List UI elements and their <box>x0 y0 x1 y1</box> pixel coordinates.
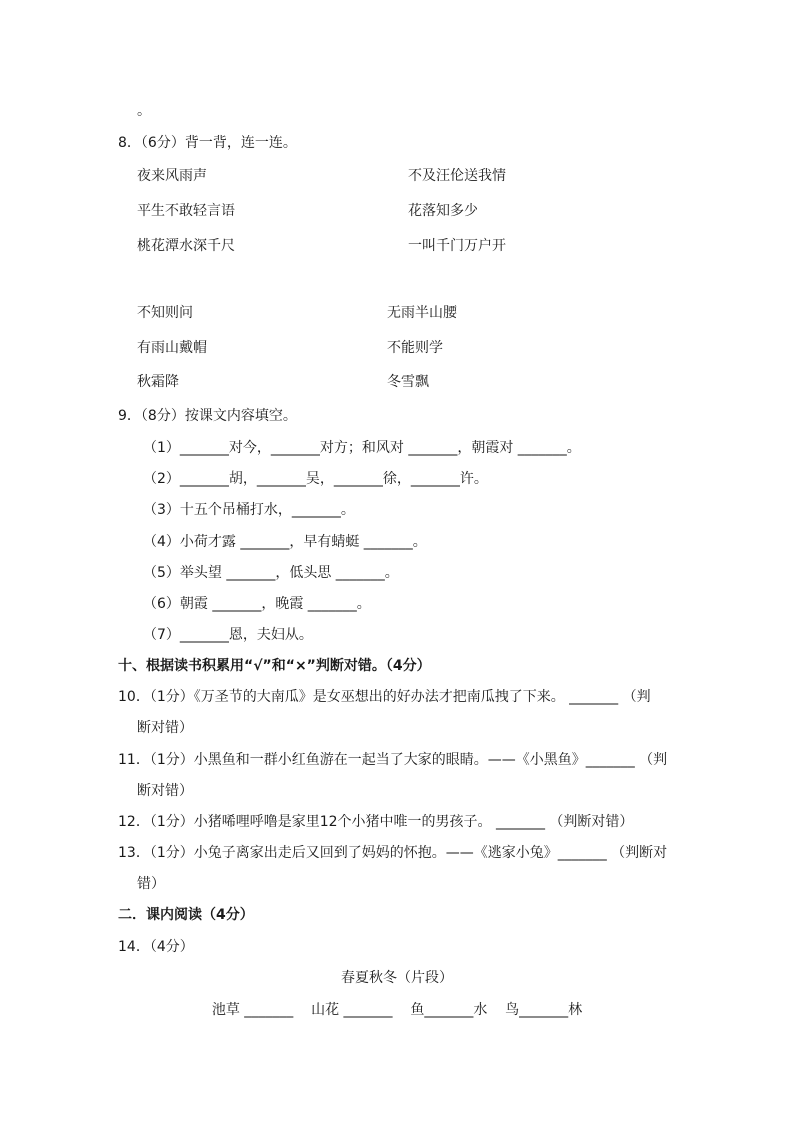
question-12-line: 12．（1分）小猪唏哩呼噜是家里12个小猪中唯一的男孩子。 _______ （判断对错） <box>118 814 634 830</box>
question-8-stem: 8．（6分）背一背，连一连。 <box>118 135 297 151</box>
q8-left-item: 不知则问 <box>137 305 193 321</box>
q8-right-item: 不能则学 <box>387 340 443 356</box>
question-10-line: 10．（1分）《万圣节的大南瓜》是女巫想出的好办法才把南瓜拽了下来。 _______ （判 <box>118 689 651 705</box>
q8-left-item: 平生不敢轻言语 <box>137 203 235 219</box>
q9-fill-item: （1）_______对今，_______对方；和风对 _______，朝霞对 _______。 <box>143 440 581 456</box>
q8-right-item: 无雨半山腰 <box>387 305 457 321</box>
question-13-line: 错） <box>137 876 165 892</box>
q14-fill-line: 池草 _______ 山花 _______ 鱼_______水 鸟_______林 <box>211 1002 583 1018</box>
section-10-heading: 十、根据读书积累用“√”和“×”判断对错。（4分） <box>118 658 431 674</box>
question-9-stem: 9．（8分）按课文内容填空。 <box>118 408 297 424</box>
q8-right-item: 冬雪飘 <box>387 374 429 390</box>
q9-fill-item: （7）_______恩，夫妇从。 <box>143 627 313 643</box>
question-14-stem: 14．（4分） <box>118 939 194 955</box>
question-10-line: 断对错） <box>137 720 193 736</box>
question-11-line: 11．（1分）小黑鱼和一群小红鱼游在一起当了大家的眼睛。——《小黑鱼》_______ （判 <box>118 752 668 768</box>
q8-left-item: 秋霜降 <box>137 374 179 390</box>
question-13-line: 13．（1分）小兔子离家出走后又回到了妈妈的怀抱。——《逃家小兔》_______ （判断对 <box>118 845 668 861</box>
question-11-line: 断对错） <box>137 783 193 799</box>
q9-fill-item: （6）朝霞 _______，晚霞 _______。 <box>143 596 371 612</box>
section-reading-heading: 二．课内阅读（4分） <box>118 907 254 923</box>
q8-left-item: 夜来风雨声 <box>137 168 207 184</box>
carry-over-punctuation: 。 <box>137 103 151 119</box>
q8-right-item: 花落知多少 <box>408 203 478 219</box>
q8-left-item: 有雨山戴帽 <box>137 340 207 356</box>
passage-title: 春夏秋冬（片段） <box>341 970 453 986</box>
q8-left-item: 桃花潭水深千尺 <box>137 238 235 254</box>
q9-fill-item: （5）举头望 _______，低头思 _______。 <box>143 565 399 581</box>
q9-fill-item: （4）小荷才露 _______，早有蜻蜓 _______。 <box>143 534 427 550</box>
q8-right-item: 不及汪伦送我情 <box>408 168 506 184</box>
q8-right-item: 一叫千门万户开 <box>408 238 506 254</box>
q9-fill-item: （2）_______胡，_______吴，_______徐，_______许。 <box>143 471 488 487</box>
q9-fill-item: （3）十五个吊桶打水，_______。 <box>143 502 355 518</box>
